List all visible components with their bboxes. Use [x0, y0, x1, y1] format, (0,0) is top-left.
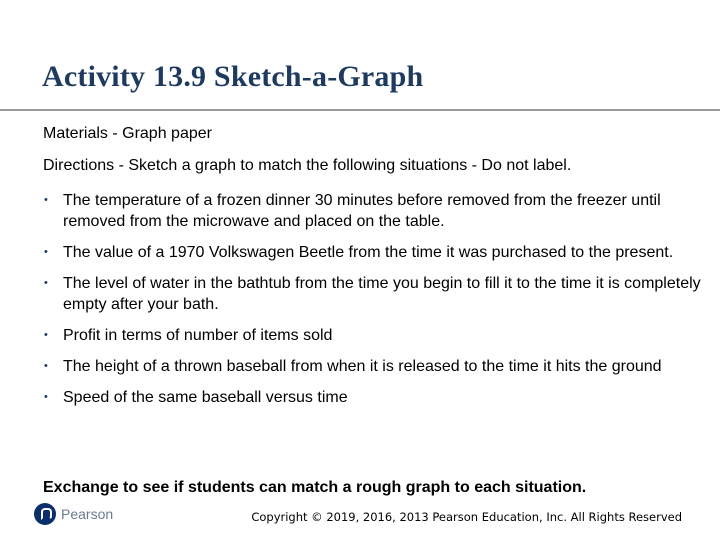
slide-footer	[0, 503, 720, 533]
title-divider	[0, 109, 720, 111]
situation-list	[43, 190, 708, 408]
list-item	[43, 190, 708, 232]
directions-text: Directions - Sketch a graph to match the following situations - Do not label.	[43, 157, 572, 174]
list-item-text: The height of a thrown baseball from when it is released to the time it hits the ground	[63, 358, 662, 375]
slide-title: Activity 13.9 Sketch-a-Graph	[42, 60, 424, 93]
bullet-icon: •	[44, 277, 48, 289]
list-item	[43, 325, 708, 346]
materials-text: Materials - Graph paper	[43, 125, 212, 142]
bullet-icon: •	[44, 360, 48, 372]
list-item-text: The temperature of a frozen dinner 30 minutes before removed from the freezer until removed from the microwave and placed on the table.	[63, 192, 661, 230]
pearson-logo-icon	[34, 503, 56, 525]
bullet-icon: •	[44, 391, 48, 403]
pearson-logo	[34, 503, 113, 525]
list-item	[43, 273, 708, 315]
list-item	[43, 242, 708, 263]
bullet-icon: •	[44, 246, 48, 258]
list-item	[43, 356, 708, 377]
list-item-text: The value of a 1970 Volkswagen Beetle from the time it was purchased to the present.	[63, 244, 674, 261]
exchange-instruction: Exchange to see if students can match a rough graph to each situation.	[43, 479, 587, 496]
list-item	[43, 387, 708, 408]
list-item-text: The level of water in the bathtub from the time you begin to fill it to the time it is completely empty after your bath.	[63, 275, 701, 313]
bullet-icon: •	[44, 329, 48, 341]
bullet-icon: •	[44, 194, 48, 206]
pearson-logo-text: Pearson	[61, 506, 114, 522]
list-item-text: Profit in terms of number of items sold	[63, 327, 333, 344]
list-item-text: Speed of the same baseball versus time	[63, 389, 348, 406]
copyright-notice: Copyright © 2019, 2016, 2013 Pearson Education, Inc. All Rights Reserved	[251, 510, 682, 524]
